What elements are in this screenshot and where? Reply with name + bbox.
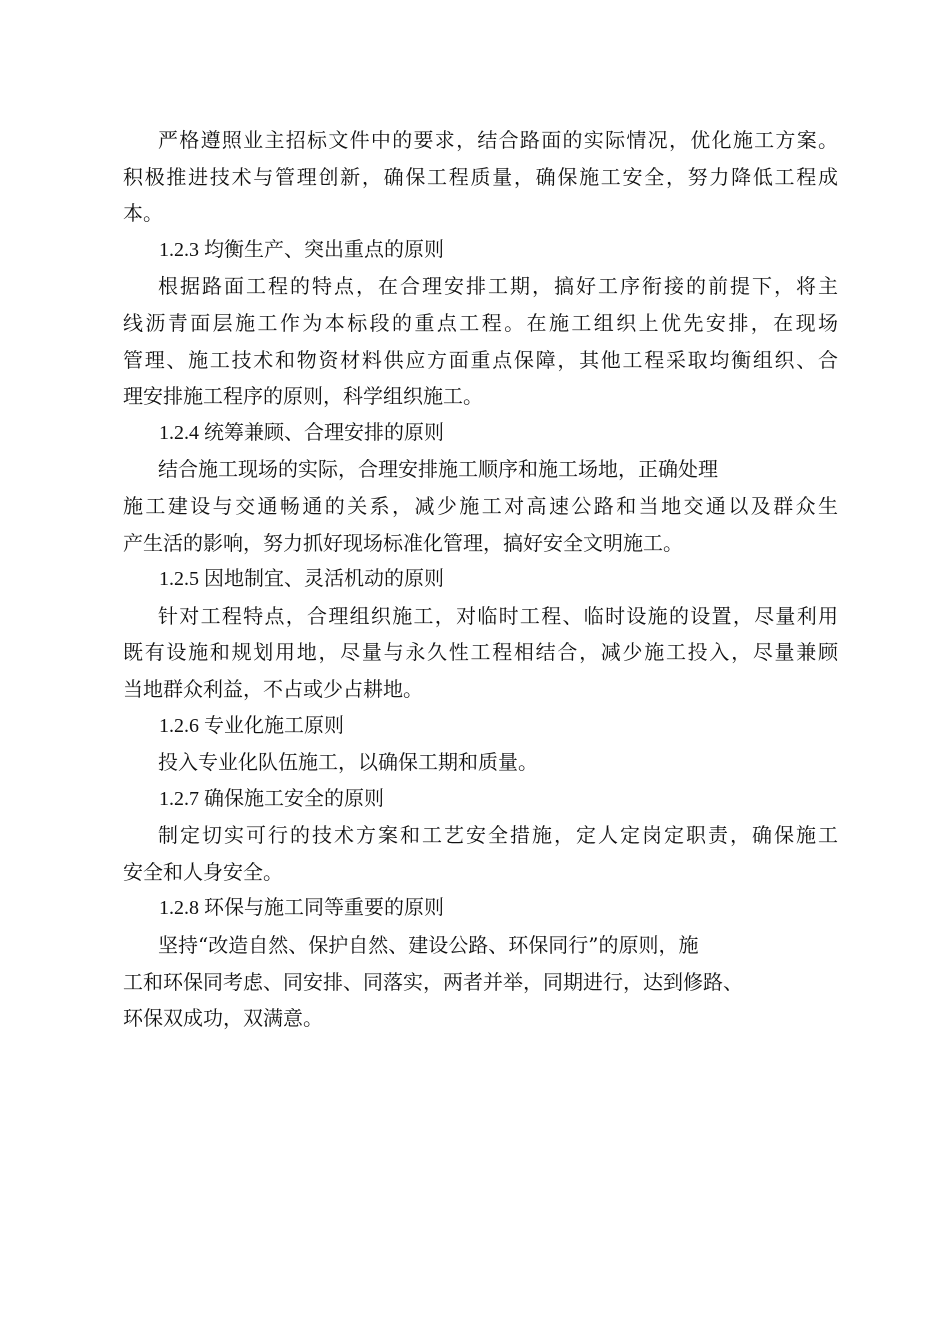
section-heading: 1.2.3 均衡生产、突出重点的原则 [159,238,444,261]
section-heading: 1.2.8 环保与施工同等重要的原则 [159,897,444,920]
paragraph-line: 工和环保同考虑、同安排、同落实，两者并举，同期进行，达到修路、 [123,969,743,994]
section-heading: 1.2.7 确保施工安全的原则 [159,787,384,810]
section-heading: 1.2.6 专业化施工原则 [159,714,344,737]
paragraph-line: 积极推进技术与管理创新，确保工程质量，确保施工安全，努力降低工程成 [123,164,838,189]
section-heading: 1.2.5 因地制宜、灵活机动的原则 [159,568,444,591]
document-body [123,122,838,1037]
paragraph-line: 坚持“改造自然、保护自然、建设公路、环保同行”的原则，施 [158,933,699,958]
paragraph-line: 当地群众利益，不占或少占耕地。 [123,676,423,701]
paragraph-line: 针对工程特点，合理组织施工，对临时工程、临时设施的设置，尽量利用 [158,603,838,628]
paragraph-line: 本。 [123,201,163,226]
paragraph-line: 理安排施工程序的原则，科学组织施工。 [123,384,483,409]
paragraph-line: 环保双成功，双满意。 [123,1006,323,1031]
paragraph-line: 根据路面工程的特点，在合理安排工期，搞好工序衔接的前提下，将主 [158,274,838,299]
paragraph-line: 严格遵照业主招标文件中的要求，结合路面的实际情况，优化施工方案。 [158,128,838,152]
paragraph-line: 既有设施和规划用地，尽量与永久性工程相结合，减少施工投入，尽量兼顾 [123,640,838,665]
paragraph-line: 管理、施工技术和物资材料供应方面重点保障，其他工程采取均衡组织、合 [123,347,838,372]
paragraph-line: 产生活的影响，努力抓好现场标准化管理，搞好安全文明施工。 [123,530,683,555]
paragraph-line: 安全和人身安全。 [123,859,283,884]
paragraph-line: 结合施工现场的实际，合理安排施工顺序和施工场地，正确处理 [158,457,718,482]
paragraph-line: 投入专业化队伍施工，以确保工期和质量。 [158,750,538,775]
paragraph-line: 线沥青面层施工作为本标段的重点工程。在施工组织上优先安排，在现场 [123,310,838,335]
section-heading: 1.2.4 统筹兼顾、合理安排的原则 [159,421,444,444]
paragraph-line: 施工建设与交通畅通的关系，减少施工对高速公路和当地交通以及群众生 [123,493,838,518]
paragraph-line: 制定切实可行的技术方案和工艺安全措施，定人定岗定职责，确保施工 [158,823,838,848]
